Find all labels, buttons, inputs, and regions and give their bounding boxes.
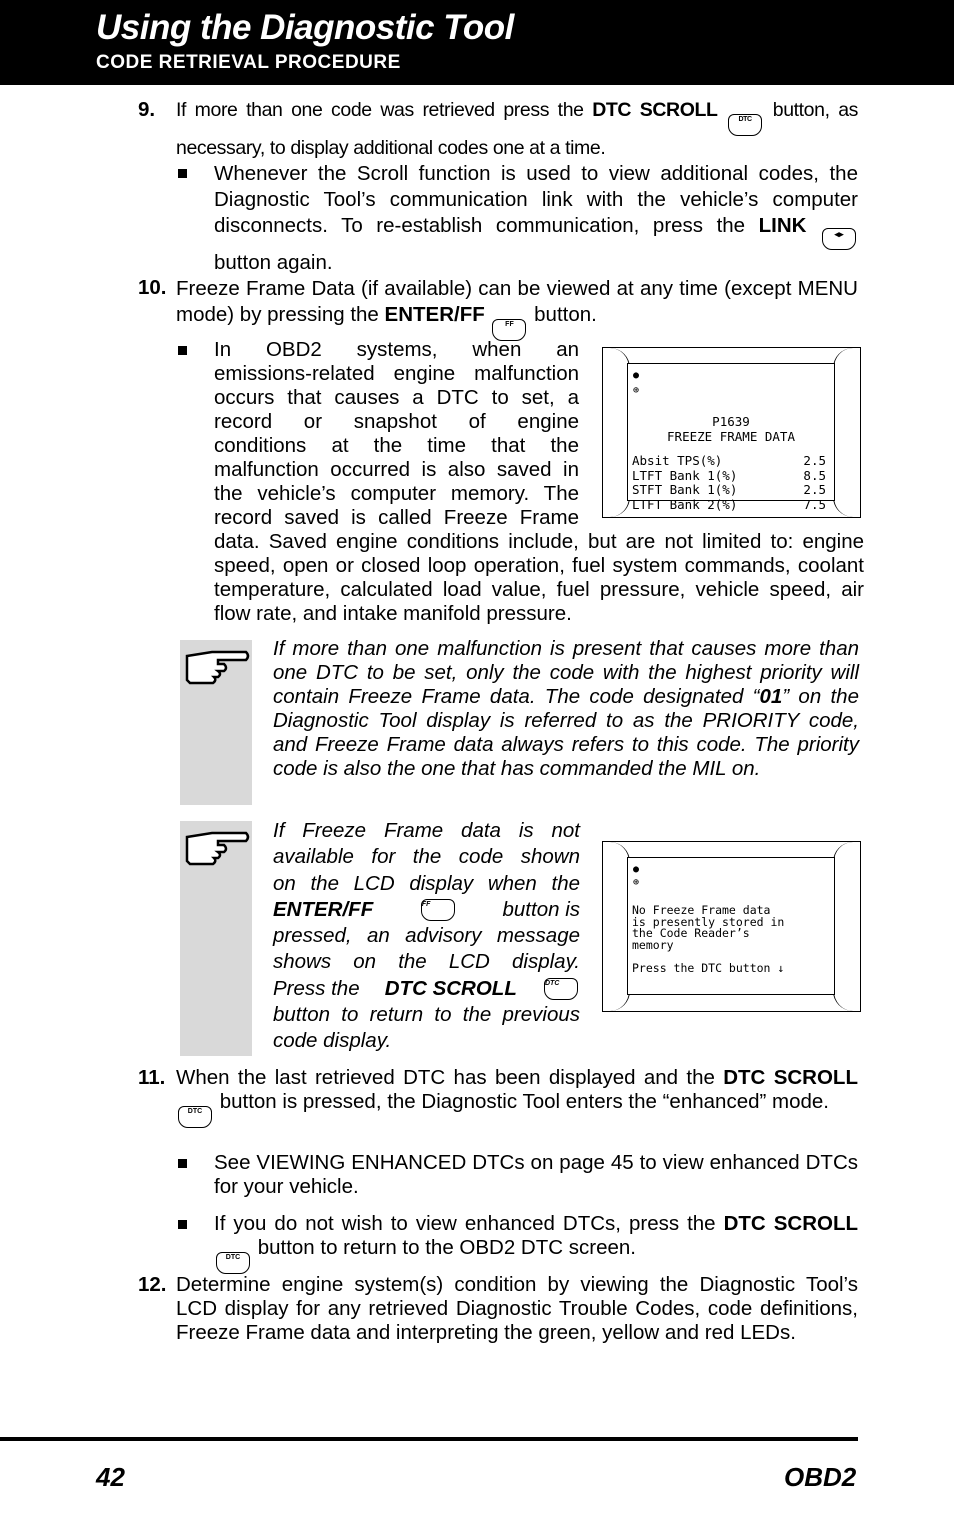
pointing-hand-icon xyxy=(184,827,250,867)
step-9 xyxy=(138,98,858,160)
lcd-data-rows xyxy=(632,454,826,512)
bullet-square-icon xyxy=(178,1220,187,1229)
pointing-hand-icon xyxy=(184,646,250,686)
footer-label: OBD2 xyxy=(784,1462,857,1492)
note-no-freeze-frame: If Freeze Frame data is not available for the code shown on the LCD display when the ENTER/FF FF button is pressed, an advisory message shows on the LCD display. Press the DTC SCROLL DTC button to return to the previous code display. xyxy=(273,819,580,1053)
lcd-row: STFT Bank 1(%) 2.5 xyxy=(632,482,826,497)
note-priority-code: If more than one malfunction is present that causes more than one DTC to be set, only the code with the highest priority will contain Freeze Frame data. The code designated “01” on the Diagnostic Tool display is referred to as the PRIORITY code, and Freeze Frame data always refers to this code. The priority code is also the one that has commanded the MIL on. xyxy=(273,637,859,780)
page-number: 42 xyxy=(96,1462,125,1492)
dtc-scroll-icon: DTC xyxy=(178,1106,212,1128)
lcd-dtc-code: P1639 xyxy=(712,414,750,429)
lcd-screen-label: FREEZE FRAME DATA xyxy=(667,429,795,444)
dtc-scroll-icon: DTC xyxy=(216,1252,250,1274)
lcd-message: No Freeze Frame data is presently stored in the Code Reader’s memory xyxy=(632,903,785,952)
lcd-row: Absit TPS(%) 2.5 xyxy=(632,453,826,468)
step-number: 9. xyxy=(138,98,156,121)
dtc-scroll-icon: DTC xyxy=(544,978,578,1000)
bullet-square-icon xyxy=(178,1159,187,1168)
note-sidebar xyxy=(180,640,252,805)
section-subtitle: CODE RETRIEVAL PROCEDURE xyxy=(96,52,401,73)
step-10: 10. Freeze Frame Data (if available) can be viewed at any time (except MENU mode) by pressing the ENTER/FF FF button. xyxy=(138,276,858,341)
dtc-scroll-icon: DTC xyxy=(728,114,762,136)
step-number: 10. xyxy=(138,276,167,299)
lcd-display-no-freeze-frame xyxy=(602,841,861,1012)
link-status-icon: ● ⊕ xyxy=(633,864,640,888)
step-number: 12. xyxy=(138,1273,167,1296)
step-10-bullet: In OBD2 systems, when an emissions-related engine malfunction occurs that causes a DTC to set, a record or snapshot of engine conditions at the time that the malfunction occurred is also saved in the vehicle’s computer memory. The record saved is called Freeze Frame data. Saved engine conditions include, but are not limited to: engine speed, open or closed loop operation, fuel system commands, coolant temperature, calculated load value, fuel pressure, vehicle speed, air flow rate, and intake manifold pressure. xyxy=(178,338,858,626)
step-number: 11. xyxy=(138,1066,166,1089)
lcd-display-freeze-frame xyxy=(602,347,861,518)
step-11-bullet-1: See VIEWING ENHANCED DTCs on page 45 to view enhanced DTCs for your vehicle. xyxy=(178,1151,858,1199)
enter-ff-icon: FF xyxy=(492,319,526,341)
bullet-wrapped-lines: In OBD2 systems, when an emissions-related engine malfunction occurs that causes a DTC to set, a record or snapshot of engine conditions at the time that the malfunction occurred is also saved in the vehicle’s computer memory. The record saved is called Freeze Frame xyxy=(214,338,579,529)
lcd-screen xyxy=(627,363,835,512)
lcd-row: LTFT Bank 2(%) 7.5 xyxy=(632,496,826,512)
bullet-square-icon xyxy=(178,169,187,178)
link-icon: ◂▸ xyxy=(822,228,856,250)
step-text: If more than one code was retrieved press the DTC SCROLL DTC button, as necessary, to display additional codes one at a time. xyxy=(176,99,859,159)
link-status-icon: ● ⊕ xyxy=(633,370,640,396)
step-11-bullet-2: If you do not wish to view enhanced DTCs, press the DTC SCROLL DTC button to return to the OBD2 DTC screen. xyxy=(178,1212,858,1274)
lcd-prompt: Press the DTC button ↓ xyxy=(632,961,785,975)
enter-ff-icon: FF xyxy=(421,899,455,921)
step-12: 12. Determine engine system(s) condition by viewing the Diagnostic Tool’s LCD display for any retrieved Diagnostic Trouble Codes, code definitions, Freeze Frame data and interpreting the green, yellow and red LEDs. xyxy=(138,1273,858,1344)
note-sidebar xyxy=(180,821,252,1056)
lcd-row: LTFT Bank 1(%) 8.5 xyxy=(632,467,826,483)
step-11: 11. When the last retrieved DTC has been displayed and the DTC SCROLL DTC button is pressed, the Diagnostic Tool enters the “enhanced” mode. xyxy=(138,1066,858,1128)
bullet-square-icon xyxy=(178,346,187,355)
step-9-bullet: Whenever the Scroll function is used to view additional codes, the Diagnostic Tool’s communication link with the vehicle’s computer disconnects. To re-establish communication, press the LINK ◂▸ button again. xyxy=(178,161,858,276)
footer-divider xyxy=(0,1437,858,1441)
page-title: Using the Diagnostic Tool xyxy=(96,8,514,47)
lcd-screen xyxy=(627,857,835,995)
